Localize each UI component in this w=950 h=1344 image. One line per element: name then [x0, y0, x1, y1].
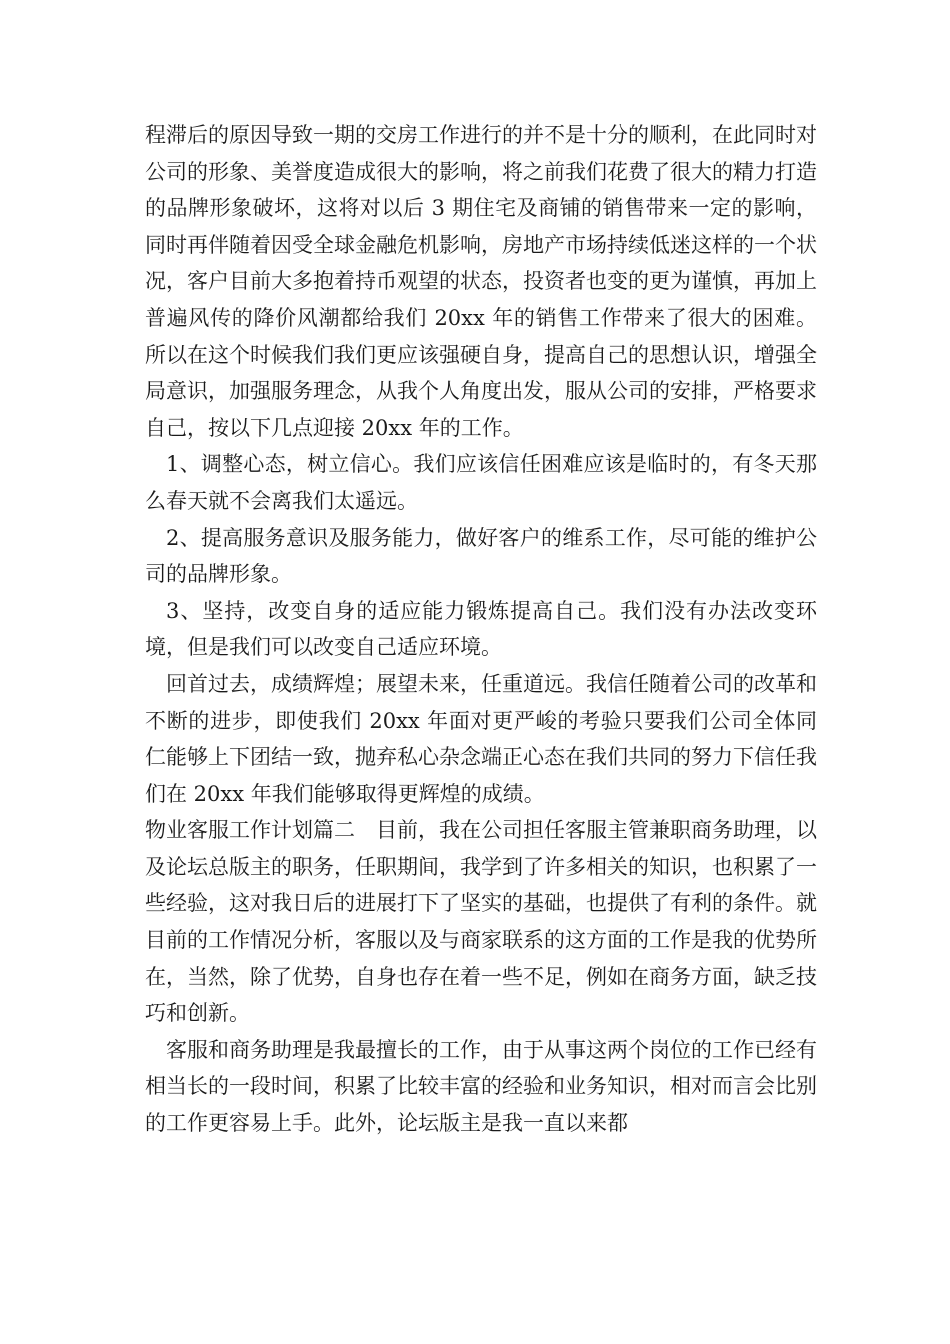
- paragraph-strengths: 客服和商务助理是我最擅长的工作，由于从事这两个岗位的工作已经有相当长的一段时间，积累了比较丰富的经验和业务知识，相对而言会比别的工作更容易上手。此外，论坛版主是我一直以来都: [145, 1037, 817, 1136]
- paragraph-point-2: 2、提高服务意识及服务能力，做好客户的维系工作，尽可能的维护公司的品牌形象。: [145, 525, 817, 587]
- paragraph-sales-context: 程滞后的原因导致一期的交房工作进行的并不是十分的顺利，在此同时对公司的形象、美誉度造成很大的影响，将之前我们花费了很大的精力打造的品牌形象破坏，这将对以后 3 期住宅及商铺的销售带来一定的影响，同时再伴随着因受全球金融危机影响，房地产市场持续低迷这样的一个状况，客户目前大多抱着持币观望的状态，投资者也变的更为谨慎，再加上普遍风传的降价风潮都给我们 20xx 年的销售工作带来了很大的困难。所以在这个时候我们我们更应该强硬自身，提高自己的思想认识，增强全局意识，加强服务理念，从我个人角度出发，服从公司的安排，严格要求自己，按以下几点迎接 20xx 年的工作。: [145, 123, 817, 440]
- paragraph-plan-part-two: 物业客服工作计划篇二 目前，我在公司担任客服主管兼职商务助理，以及论坛总版主的职务，任职期间，我学到了许多相关的知识，也积累了一些经验，这对我日后的进展打下了坚实的基础，也提供了有利的条件。就目前的工作情况分析，客服以及与商家联系的这方面的工作是我的优势所在，当然，除了优势，自身也存在着一些不足，例如在商务方面，缺乏技巧和创新。: [145, 818, 817, 1026]
- document-page: [145, 117, 817, 1142]
- paragraph-point-3: 3、坚持，改变自身的适应能力锻炼提高自己。我们没有办法改变环境，但是我们可以改变自己适应环境。: [145, 598, 817, 660]
- paragraph-point-1: 1、调整心态，树立信心。我们应该信任困难应该是临时的，有冬天那么春天就不会离我们太遥远。: [145, 452, 817, 513]
- paragraph-outlook: 回首过去，成绩辉煌；展望未来，任重道远。我信任随着公司的改革和不断的进步，即使我们 20xx 年面对更严峻的考验只要我们公司全体同仁能够上下团结一致，抛弃私心杂念端正心态在我们共同的努力下信任我们在 20xx 年我们能够取得更辉煌的成绩。: [145, 671, 817, 806]
